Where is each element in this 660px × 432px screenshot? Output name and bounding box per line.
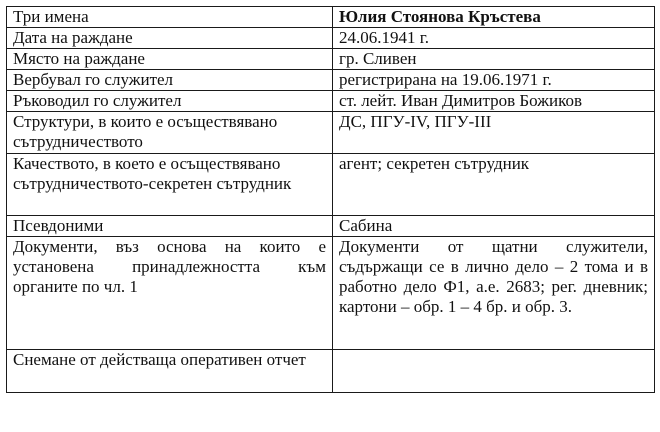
row-value: регистрирана на 19.06.1971 г. bbox=[333, 70, 655, 91]
row-value bbox=[333, 350, 655, 393]
table-row bbox=[7, 154, 655, 216]
record-table bbox=[6, 6, 655, 393]
row-value: Документи от щатни служители, съдържащи се в лично дело – 2 тома и в работно дело Ф1, а.е. 2683; рег. дневник; картони – обр. 1 – 4 бр. и обр. 3. bbox=[333, 237, 655, 350]
document-page bbox=[6, 6, 654, 426]
table-row bbox=[7, 49, 655, 70]
row-value: гр. Сливен bbox=[333, 49, 655, 70]
row-value: ДС, ПГУ-IV, ПГУ-III bbox=[333, 112, 655, 154]
row-label: Три имена bbox=[7, 7, 333, 28]
table-row bbox=[7, 70, 655, 91]
row-label: Качеството, в което е осъществявано сътрудничеството-секретен сътрудник bbox=[7, 154, 333, 216]
row-label: Псевдоними bbox=[7, 216, 333, 237]
table-row bbox=[7, 350, 655, 393]
table-row bbox=[7, 7, 655, 28]
table-row bbox=[7, 216, 655, 237]
table-row bbox=[7, 28, 655, 49]
table-row bbox=[7, 91, 655, 112]
row-value: агент; секретен сътрудник bbox=[333, 154, 655, 216]
row-label: Дата на раждане bbox=[7, 28, 333, 49]
table-row bbox=[7, 112, 655, 154]
row-label: Ръководил го служител bbox=[7, 91, 333, 112]
row-value: 24.06.1941 г. bbox=[333, 28, 655, 49]
row-label: Снемане от действаща оперативен отчет bbox=[7, 350, 333, 393]
row-label: Място на раждане bbox=[7, 49, 333, 70]
row-value: ст. лейт. Иван Димитров Божиков bbox=[333, 91, 655, 112]
row-value: Юлия Стоянова Кръстева bbox=[333, 7, 655, 28]
row-value: Сабина bbox=[333, 216, 655, 237]
row-label: Структури, в които е осъществявано сътрудничеството bbox=[7, 112, 333, 154]
row-label: Вербувал го служител bbox=[7, 70, 333, 91]
row-label: Документи, въз основа на които е установена принадлежността към органите по чл. 1 bbox=[7, 237, 333, 350]
table-row bbox=[7, 237, 655, 350]
